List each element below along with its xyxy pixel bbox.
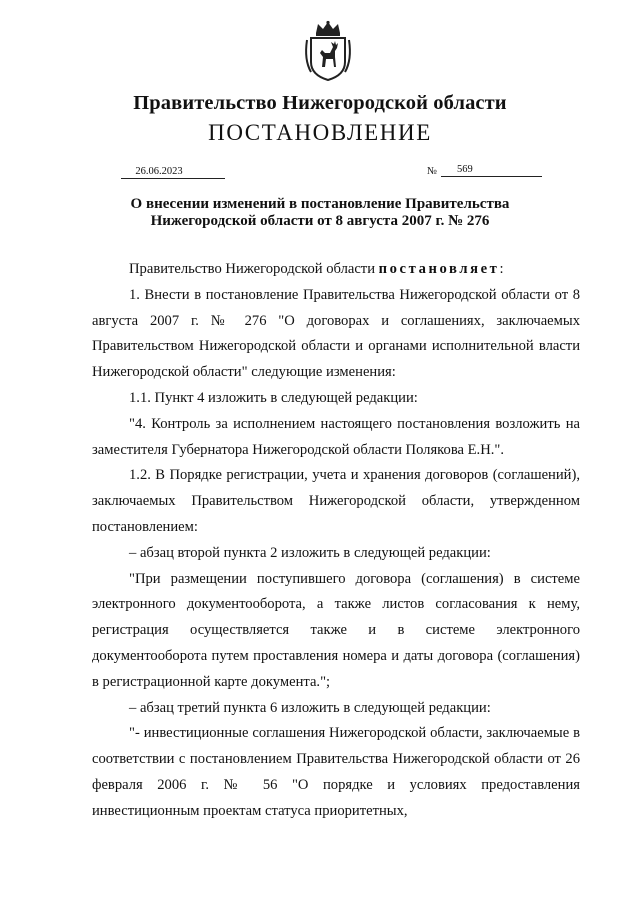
coat-of-arms-icon — [301, 20, 355, 82]
date-value: 26.06.2023 — [135, 166, 183, 177]
organization-title: Правительство Нижегородской области — [133, 92, 507, 114]
heading-line-1: О внесении изменений в постановление Правительства — [130, 196, 510, 212]
paragraph-item-1-1: 1.1. Пункт 4 изложить в следующей редакции: — [129, 389, 418, 406]
decree-word: постановляет — [378, 261, 500, 277]
paragraph-dash-2: – абзац третий пункта 6 изложить в следующей редакции: — [129, 699, 491, 716]
number-value: 569 — [457, 164, 473, 175]
document-date — [121, 166, 225, 179]
number-label: № — [427, 166, 438, 177]
paragraph-quote-investment: "- инвестиционные соглашения Нижегородской области, заключаемые в соответствии с постановлением Правительства Нижегородской области от 26 февраля 2006 г. № 56 "О порядке и условиях предоставления инвестиционным проектам статуса приоритетных, — [92, 725, 580, 819]
document-type: ПОСТАНОВЛЕНИЕ — [208, 120, 432, 145]
paragraph-quote-4: "4. Контроль за исполнением настоящего постановления возложить на заместителя Губернатора Нижегородской области Полякова Е.Н.". — [92, 415, 580, 458]
paragraph-item-1-2: 1.2. В Порядке регистрации, учета и хранения договоров (соглашений), заключаемых Правительством Нижегородской области, утвержденном постановлением: — [92, 467, 580, 535]
paragraph-preamble — [92, 257, 580, 283]
document-heading — [0, 196, 640, 230]
paragraph-item-1: 1. Внести в постановление Правительства Нижегородской области от 8 августа 2007 г. № 276 "О договорах и соглашениях, заключаемых Правительством Нижегородской области и органами исполнительной власти Нижегородской области" следующие изменения: — [92, 286, 580, 381]
paragraph-quote-registration: "При размещении поступившего договора (соглашения) в системе электронного документооборота, а также листов согласования к нему, регистрация осуществляется также и в системе электронного документооборота путем проставления номера и даты договора (соглашения) в регистрационной карте документа."; — [92, 570, 580, 690]
document-body — [92, 257, 580, 825]
preamble-colon: : — [499, 261, 504, 277]
paragraph-dash-1: – абзац второй пункта 2 изложить в следующей редакции: — [129, 544, 491, 561]
document-number — [441, 164, 542, 177]
heading-line-2: Нижегородской области от 8 августа 2007 г. № 276 — [150, 213, 490, 229]
preamble-text: Правительство Нижегородской области — [129, 261, 375, 277]
